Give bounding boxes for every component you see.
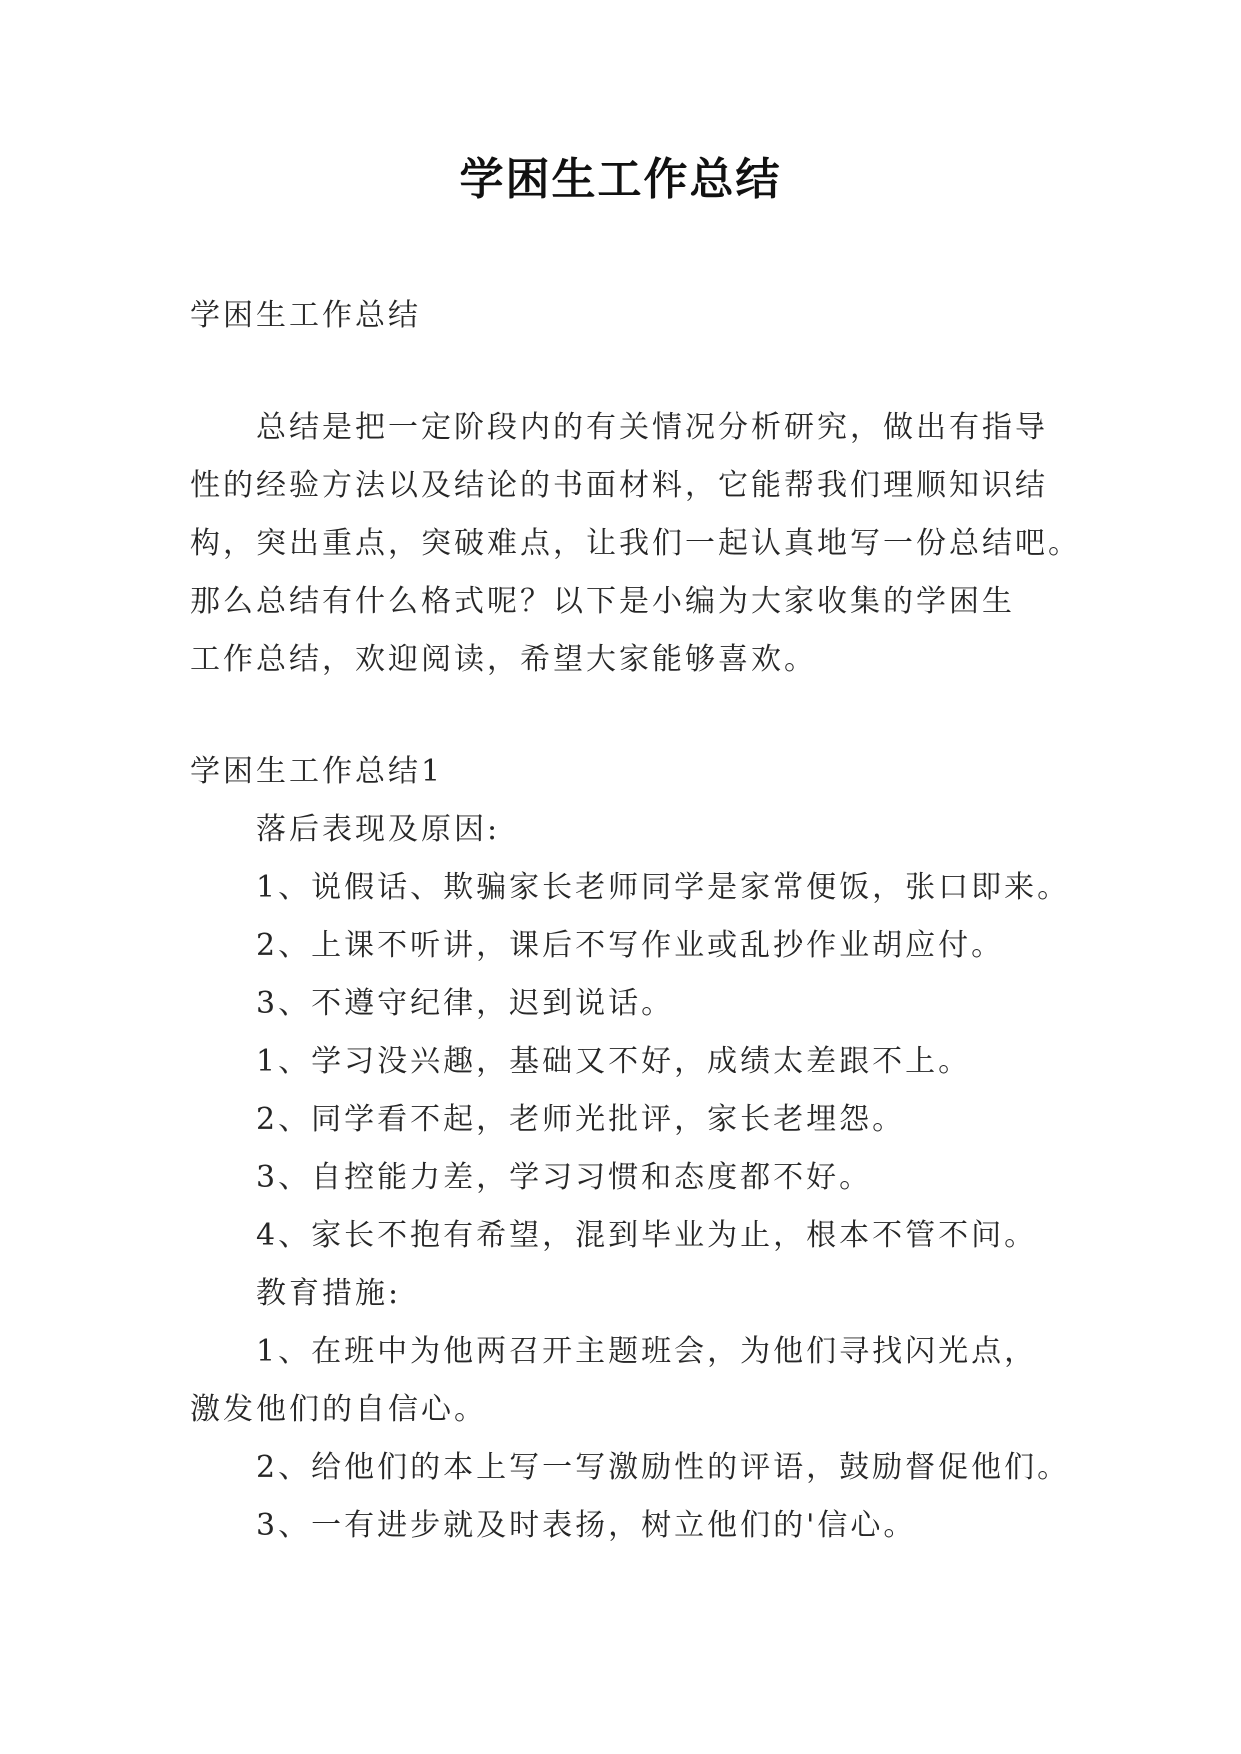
- body-line: 3、一有进步就及时表扬，树立他们的'信心。: [256, 1508, 917, 1543]
- body-line: 1、说假话、欺骗家长老师同学是家常便饭，张口即来。: [256, 870, 1071, 905]
- body-line: 2、给他们的本上写一写激励性的评语，鼓励督促他们。: [256, 1450, 1071, 1485]
- intro-line: 那么总结有什么格式呢？以下是小编为大家收集的学困生: [190, 584, 1015, 619]
- body-line: 2、上课不听讲，课后不写作业或乱抄作业胡应付。: [256, 928, 1005, 963]
- body-line: 教育措施:: [256, 1276, 402, 1311]
- body-line: 3、自控能力差，学习习惯和态度都不好。: [256, 1160, 873, 1195]
- body-line: 激发他们的自信心。: [190, 1392, 487, 1427]
- section-heading: 学困生工作总结1: [190, 754, 444, 789]
- intro-line: 构，突出重点，突破难点，让我们一起认真地写一份总结吧。: [190, 526, 1081, 561]
- intro-line: 性的经验方法以及结论的书面材料，它能帮我们理顺知识结: [190, 468, 1048, 503]
- document-title: 学困生工作总结: [459, 154, 782, 205]
- body-line: 4、家长不抱有希望，混到毕业为止，根本不管不问。: [256, 1218, 1038, 1253]
- intro-line: 工作总结，欢迎阅读，希望大家能够喜欢。: [190, 642, 817, 677]
- body-line: 1、学习没兴趣，基础又不好，成绩太差跟不上。: [256, 1044, 972, 1079]
- intro-line: 总结是把一定阶段内的有关情况分析研究，做出有指导: [256, 410, 1048, 445]
- body-line: 3、不遵守纪律，迟到说话。: [256, 986, 675, 1021]
- body-line: 1、在班中为他两召开主题班会，为他们寻找闪光点，: [256, 1334, 1038, 1369]
- body-line: 落后表现及原因:: [256, 812, 501, 847]
- body-line: 2、同学看不起，老师光批评，家长老埋怨。: [256, 1102, 906, 1137]
- document-subtitle: 学困生工作总结: [190, 298, 421, 333]
